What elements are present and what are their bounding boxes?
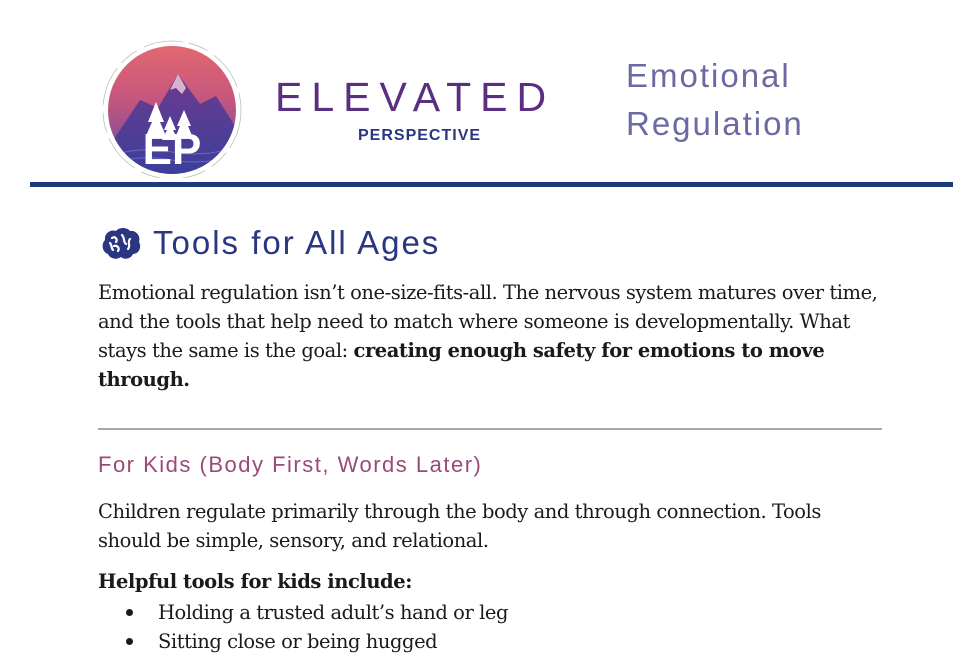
- intro-paragraph: [98, 278, 898, 394]
- brain-icon: [100, 226, 142, 262]
- document-title: [626, 52, 804, 148]
- logo-letters: EP: [142, 125, 202, 174]
- bullet-icon: [126, 638, 133, 645]
- list-item: [98, 598, 508, 627]
- header-divider: [30, 182, 953, 187]
- document-title-line-1: Emotional: [626, 57, 791, 94]
- kids-tools-label: Helpful tools for kids include:: [98, 570, 412, 593]
- intro-text: Emotional regulation isn’t one-size-fits-all. The nervous system matures over time, and the tools that help need to match where someone is developmentally. What stays the same is the goal:: [98, 281, 878, 362]
- bullet-icon: [126, 609, 133, 616]
- kids-tools-list: [98, 598, 508, 656]
- list-item-text: Sitting close or being hugged: [158, 630, 438, 653]
- kids-paragraph: Children regulate primarily through the body and through connection. Tools should be simple, sensory, and relational.: [98, 500, 821, 552]
- list-item-text: Holding a trusted adult’s hand or leg: [158, 601, 508, 624]
- document-title-line-2: Regulation: [626, 105, 804, 142]
- elevated-perspective-logo: [100, 38, 248, 178]
- brand-subtitle: PERSPECTIVE: [358, 127, 482, 144]
- kids-subheading: For Kids (Body First, Words Later): [98, 452, 483, 477]
- intro-emphasis: creating enough safety for emotions to move through.: [98, 339, 825, 391]
- section-divider: [98, 428, 882, 430]
- list-item: [98, 627, 508, 656]
- brand-name: ELEVATED: [275, 74, 556, 120]
- section-heading: Tools for All Ages: [153, 224, 441, 261]
